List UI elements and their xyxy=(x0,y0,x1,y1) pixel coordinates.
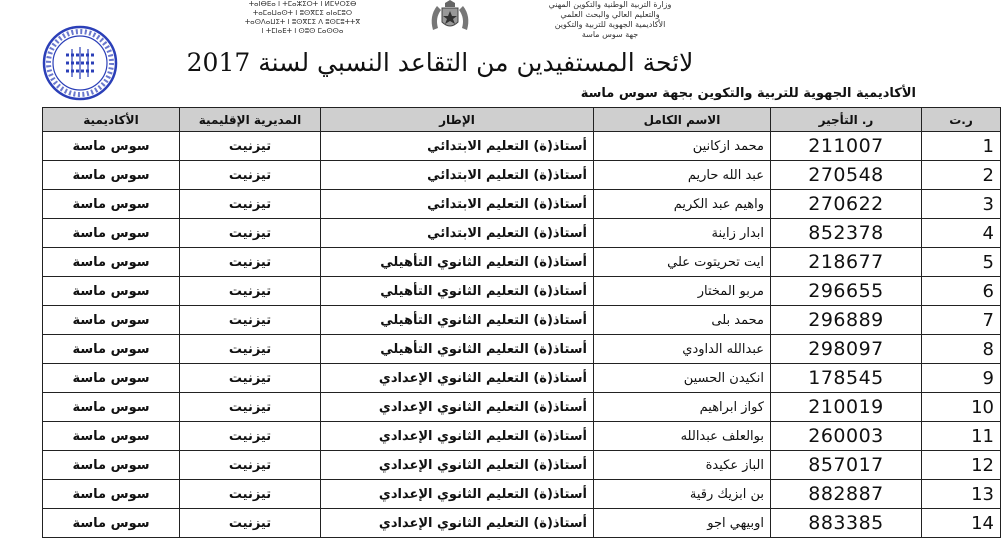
header-number: ر.ت xyxy=(922,108,1001,132)
cell-directorate: تيزنيت xyxy=(180,248,321,277)
table-row xyxy=(43,277,1001,306)
cell-grade: أستاذ(ة) التعليم الابتدائي xyxy=(321,161,594,190)
official-stamp-icon xyxy=(42,25,118,101)
cell-full-name: ابدار زاينة xyxy=(594,219,771,248)
cell-number: 9 xyxy=(922,364,1001,393)
cell-full-name: اوبيهي اجو xyxy=(594,509,771,538)
cell-directorate: تيزنيت xyxy=(180,480,321,509)
tifinagh-line: ⵜⴰⵙⴷⴰⵡⵉⵜ ⵏ ⵓⵙⴳⵎⵉ ⴷ ⵓⵙⵎⵓⵜⵜⴳ xyxy=(244,18,361,26)
cell-academy: سوس ماسة xyxy=(43,335,180,364)
cell-full-name: عبدالله الداودي xyxy=(594,335,771,364)
cell-payroll-id: 178545 xyxy=(771,364,922,393)
header-grade: الإطار xyxy=(321,108,594,132)
cell-academy: سوس ماسة xyxy=(43,393,180,422)
cell-number: 14 xyxy=(922,509,1001,538)
cell-payroll-id: 857017 xyxy=(771,451,922,480)
cell-full-name: محمد ازكانين xyxy=(594,132,771,161)
cell-payroll-id: 270622 xyxy=(771,190,922,219)
cell-academy: سوس ماسة xyxy=(43,451,180,480)
letterhead xyxy=(0,0,952,40)
arabic-line: والتعليم العالي والبحث العلمي xyxy=(560,10,660,19)
cell-number: 5 xyxy=(922,248,1001,277)
cell-payroll-id: 298097 xyxy=(771,335,922,364)
cell-number: 11 xyxy=(922,422,1001,451)
cell-payroll-id: 883385 xyxy=(771,509,922,538)
table-row xyxy=(43,393,1001,422)
cell-full-name: واهيم عبد الكريم xyxy=(594,190,771,219)
cell-payroll-id: 210019 xyxy=(771,393,922,422)
table-row xyxy=(43,509,1001,538)
tifinagh-line: ⵜⴰⵎⴰⵡⴰⵙⵜ ⵏ ⵓⵙⴳⵎⵉ ⴰⵏⴰⵎⵓⵔ xyxy=(252,9,353,17)
cell-academy: سوس ماسة xyxy=(43,480,180,509)
tifinagh-line: ⵏ ⵜⵎⵏⴰⴹⵜ ⵏ ⵙⵓⵙ ⵎⴰⵙⵙⴰ xyxy=(261,27,344,35)
header-payroll-id: ر. التأجير xyxy=(771,108,922,132)
cell-payroll-id: 852378 xyxy=(771,219,922,248)
cell-grade: أستاذ(ة) التعليم الثانوي التأهيلي xyxy=(321,335,594,364)
beneficiaries-table xyxy=(42,107,1001,538)
cell-payroll-id: 296889 xyxy=(771,306,922,335)
cell-grade: أستاذ(ة) التعليم الابتدائي xyxy=(321,132,594,161)
page-subtitle: الأكاديمية الجهوية للتربية والتكوين بجهة سوس ماسة xyxy=(580,86,916,101)
table-row xyxy=(43,219,1001,248)
cell-number: 13 xyxy=(922,480,1001,509)
arabic-line: الأكاديمية الجهوية للتربية والتكوين xyxy=(554,20,666,29)
table-row xyxy=(43,451,1001,480)
header-academy: الأكاديمية xyxy=(43,108,180,132)
cell-directorate: تيزنيت xyxy=(180,306,321,335)
cell-academy: سوس ماسة xyxy=(43,248,180,277)
table-row xyxy=(43,335,1001,364)
header-full-name: الاسم الكامل xyxy=(594,108,771,132)
cell-number: 10 xyxy=(922,393,1001,422)
cell-grade: أستاذ(ة) التعليم الثانوي الإعدادي xyxy=(321,393,594,422)
cell-directorate: تيزنيت xyxy=(180,335,321,364)
table-row xyxy=(43,248,1001,277)
table-row xyxy=(43,364,1001,393)
cell-grade: أستاذ(ة) التعليم الثانوي التأهيلي xyxy=(321,306,594,335)
cell-directorate: تيزنيت xyxy=(180,451,321,480)
cell-grade: أستاذ(ة) التعليم الثانوي الإعدادي xyxy=(321,364,594,393)
cell-number: 6 xyxy=(922,277,1001,306)
cell-payroll-id: 211007 xyxy=(771,132,922,161)
cell-grade: أستاذ(ة) التعليم الابتدائي xyxy=(321,219,594,248)
cell-full-name: بوالعلف عبدالله xyxy=(594,422,771,451)
cell-academy: سوس ماسة xyxy=(43,132,180,161)
arabic-line: جهة سوس ماسة xyxy=(581,30,639,39)
cell-full-name: كواز ابراهيم xyxy=(594,393,771,422)
table-row xyxy=(43,480,1001,509)
coat-of-arms-icon xyxy=(425,0,475,32)
cell-academy: سوس ماسة xyxy=(43,364,180,393)
cell-full-name: عبد الله حاريم xyxy=(594,161,771,190)
letterhead-tifinagh xyxy=(195,0,410,36)
cell-grade: أستاذ(ة) التعليم الثانوي الإعدادي xyxy=(321,509,594,538)
cell-academy: سوس ماسة xyxy=(43,190,180,219)
tifinagh-line: ⵜⴰⵏⴱⴹⴰ ⵏ ⵜⵎⴰⵣⵉⵔⵜ ⵏ ⵍⵎⵖⵔⵉⴱ xyxy=(248,0,357,8)
table-row xyxy=(43,161,1001,190)
cell-number: 7 xyxy=(922,306,1001,335)
cell-full-name: بن ابزيك رقية xyxy=(594,480,771,509)
cell-directorate: تيزنيت xyxy=(180,393,321,422)
cell-number: 2 xyxy=(922,161,1001,190)
cell-full-name: الباز عكيدة xyxy=(594,451,771,480)
cell-academy: سوس ماسة xyxy=(43,509,180,538)
cell-directorate: تيزنيت xyxy=(180,161,321,190)
table-row xyxy=(43,190,1001,219)
cell-directorate: تيزنيت xyxy=(180,132,321,161)
cell-number: 1 xyxy=(922,132,1001,161)
page-title: لائحة المستفيدين من التقاعد النسبي لسنة 2017 xyxy=(186,48,694,77)
cell-full-name: محمد بلى xyxy=(594,306,771,335)
cell-grade: أستاذ(ة) التعليم الثانوي التأهيلي xyxy=(321,248,594,277)
cell-payroll-id: 270548 xyxy=(771,161,922,190)
table-row xyxy=(43,422,1001,451)
cell-grade: أستاذ(ة) التعليم الابتدائي xyxy=(321,190,594,219)
cell-number: 3 xyxy=(922,190,1001,219)
cell-academy: سوس ماسة xyxy=(43,161,180,190)
cell-directorate: تيزنيت xyxy=(180,277,321,306)
cell-payroll-id: 882887 xyxy=(771,480,922,509)
cell-payroll-id: 296655 xyxy=(771,277,922,306)
cell-number: 4 xyxy=(922,219,1001,248)
table-row xyxy=(43,132,1001,161)
cell-grade: أستاذ(ة) التعليم الثانوي الإعدادي xyxy=(321,422,594,451)
cell-full-name: انكيدن الحسين xyxy=(594,364,771,393)
cell-directorate: تيزنيت xyxy=(180,190,321,219)
cell-number: 8 xyxy=(922,335,1001,364)
cell-academy: سوس ماسة xyxy=(43,277,180,306)
header-directorate: المديرية الإقليمية xyxy=(180,108,321,132)
cell-academy: سوس ماسة xyxy=(43,422,180,451)
arabic-line: وزارة التربية الوطنية والتكوين المهني xyxy=(548,0,672,9)
cell-grade: أستاذ(ة) التعليم الثانوي الإعدادي xyxy=(321,451,594,480)
table-row xyxy=(43,306,1001,335)
cell-directorate: تيزنيت xyxy=(180,509,321,538)
cell-directorate: تيزنيت xyxy=(180,422,321,451)
table-header-row xyxy=(43,108,1001,132)
cell-grade: أستاذ(ة) التعليم الثانوي الإعدادي xyxy=(321,480,594,509)
cell-number: 12 xyxy=(922,451,1001,480)
cell-full-name: مربو المختار xyxy=(594,277,771,306)
cell-academy: سوس ماسة xyxy=(43,306,180,335)
cell-full-name: ايت تحريتوت علي xyxy=(594,248,771,277)
letterhead-arabic xyxy=(545,0,675,40)
cell-grade: أستاذ(ة) التعليم الثانوي التأهيلي xyxy=(321,277,594,306)
cell-directorate: تيزنيت xyxy=(180,364,321,393)
cell-academy: سوس ماسة xyxy=(43,219,180,248)
cell-directorate: تيزنيت xyxy=(180,219,321,248)
cell-payroll-id: 218677 xyxy=(771,248,922,277)
cell-payroll-id: 260003 xyxy=(771,422,922,451)
